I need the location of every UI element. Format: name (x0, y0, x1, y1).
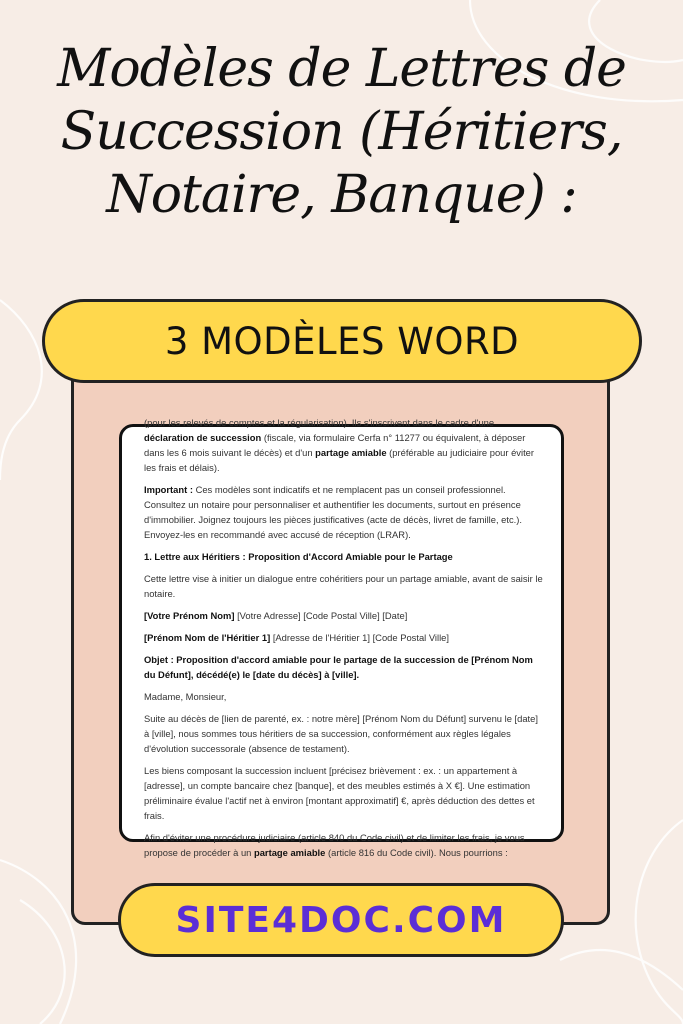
document-preview (119, 417, 564, 858)
title-line-2: Succession (Héritiers, (60, 102, 623, 162)
doc-paragraph (144, 482, 544, 542)
doc-paragraph (144, 652, 544, 682)
doc-bold-text: partage amiable (253, 847, 326, 858)
site-badge-label: SITE4DOC.COM (175, 899, 507, 941)
doc-paragraph: Suite au décès de [lien de parenté, ex. : notre mère] [Prénom Nom du Défunt] survenu le [date] à [ville], nous sommes tous héritiers de sa succession, conformément aux règles légales d'évolution successorale (absence de testament). (144, 713, 538, 754)
doc-text: [Adresse de l'Héritier 1] [Code Postal Ville] (270, 632, 450, 643)
models-badge-label: 3 MODÈLES WORD (164, 319, 520, 363)
doc-text: (préférable au judiciaire pour éviter les frais et délais). (144, 447, 535, 473)
doc-text: Ces modèles sont indicatifs et ne remplacent pas un conseil professionnel. Consultez un notaire pour personnaliser et authentifier les documents, surtout en présence d'immobilier. Joignez toujours les pièces justificatives (acte de décès, livret de famille, etc.). Envoyez-les en recommandé avec accusé de réception (LRAR). (144, 484, 522, 540)
doc-bold-text: Important : (144, 484, 193, 495)
doc-bold-text: [Votre Prénom Nom] (144, 610, 235, 621)
doc-paragraph (144, 630, 544, 645)
doc-bold-text: [Prénom Nom de l'Héritier 1] (144, 632, 271, 643)
doc-heading (144, 549, 544, 564)
page-title (0, 38, 683, 227)
doc-bold-text: Objet : Proposition d'accord amiable pour le partage de la succession de [Prénom Nom du Défunt], décédé(e) le [date du décès] à [ville]. (144, 654, 533, 680)
doc-text: (pour les relevés de comptes et la régularisation). Ils s'inscrivent dans le cadre d'une (144, 417, 495, 428)
doc-paragraph: Madame, Monsieur, (144, 691, 227, 702)
doc-bold-text: déclaration de succession (144, 432, 262, 443)
document-text (144, 415, 544, 867)
title-line-3: Notaire, Banque) : (106, 165, 577, 225)
doc-text: (fiscale, via formulaire Cerfa n° 11277 ou équivalent, à déposer dans les 6 mois suivant le décès) et d'un (144, 432, 526, 458)
doc-paragraph: Cette lettre vise à initier un dialogue entre cohéritiers pour un partage amiable, avant de saisir le notaire. (144, 573, 543, 599)
doc-paragraph: Les biens composant la succession incluent [précisez brièvement : ex. : un appartement à [adresse], un compte bancaire chez [banque], et des meubles estimés à X €]. Une estimation préliminaire évalue l'actif net à environ [montant approximatif] €, après déduction des dettes et frais. (144, 765, 535, 821)
doc-paragraph (144, 608, 544, 623)
models-badge (42, 299, 642, 383)
doc-heading-text: 1. Lettre aux Héritiers : Proposition d'Accord Amiable pour le Partage (144, 551, 453, 562)
doc-paragraph (144, 415, 544, 475)
doc-text: (article 816 du Code civil). Nous pourrions : (325, 847, 508, 858)
doc-text: Afin d'éviter une procédure judiciaire (article 840 du Code civil) et de limiter les frais, je vous propose de procéder à un (144, 832, 525, 858)
title-line-1: Modèles de Lettres de (57, 39, 626, 99)
doc-bold-text: partage amiable (315, 447, 387, 458)
doc-text: [Votre Adresse] [Code Postal Ville] [Date] (234, 610, 408, 621)
doc-paragraph (144, 830, 544, 860)
site-badge (118, 883, 564, 957)
